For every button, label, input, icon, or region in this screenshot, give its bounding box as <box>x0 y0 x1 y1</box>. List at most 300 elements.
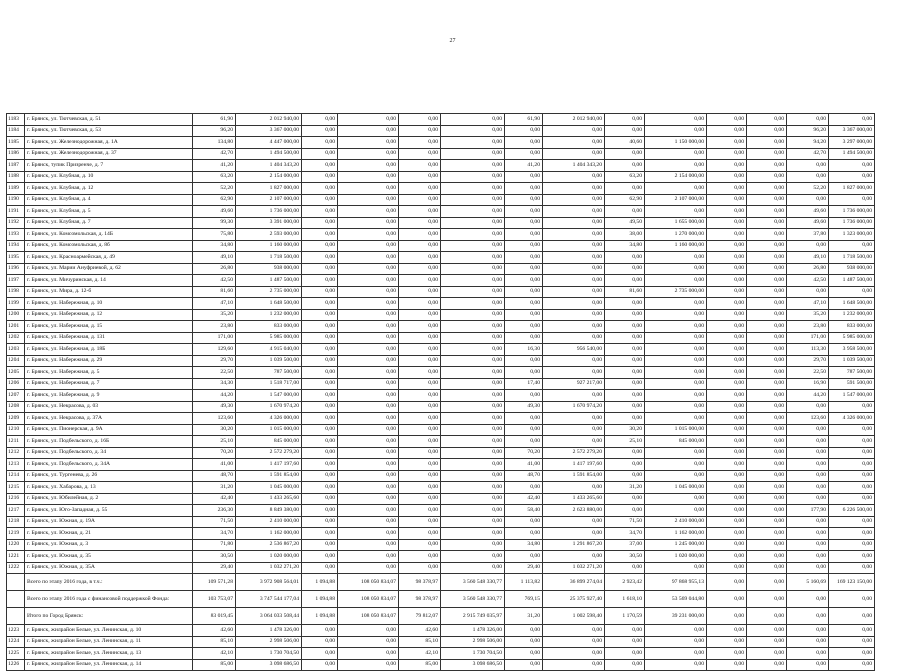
value-cell: 0,00 <box>787 636 829 648</box>
value-cell: 41,20 <box>505 160 543 172</box>
value-cell: 4 447 000,00 <box>236 137 302 149</box>
value-cell: 0,00 <box>505 321 543 333</box>
value-cell: 22,50 <box>193 367 236 379</box>
value-cell: 0,00 <box>747 551 787 563</box>
value-cell: 0,00 <box>605 309 645 321</box>
value-cell: 0,00 <box>707 493 747 505</box>
value-cell: 0,00 <box>338 424 399 436</box>
value-cell: 23,80 <box>193 321 236 333</box>
table-row <box>7 114 875 126</box>
value-cell: 37,80 <box>787 229 829 241</box>
value-cell: 0,00 <box>605 367 645 379</box>
value-cell: 1 015 000,00 <box>645 424 707 436</box>
address-cell: г. Брянск, ул. Хабарова, д. 13 <box>25 482 193 494</box>
value-cell: 0,00 <box>707 252 747 264</box>
value-cell: 0,00 <box>505 636 543 648</box>
value-cell: 0,00 <box>302 252 338 264</box>
value-cell: 1 591 854,00 <box>543 470 605 482</box>
value-cell: 42,50 <box>193 275 236 287</box>
value-cell: 0,00 <box>707 659 747 671</box>
value-cell: 103 753,07 <box>193 591 236 608</box>
value-cell: 0,00 <box>747 413 787 425</box>
row-number-cell: 1200 <box>7 309 25 321</box>
table-row <box>7 206 875 218</box>
value-cell: 0,00 <box>605 636 645 648</box>
value-cell: 0,00 <box>707 206 747 218</box>
value-cell: 0,00 <box>605 206 645 218</box>
value-cell: 0,00 <box>787 562 829 574</box>
value-cell: 2 572 279,20 <box>236 447 302 459</box>
value-cell: 0,00 <box>441 505 505 517</box>
row-number-cell: 1185 <box>7 137 25 149</box>
value-cell: 0,00 <box>707 171 747 183</box>
value-cell: 1 591 854,00 <box>236 470 302 482</box>
value-cell: 0,00 <box>605 505 645 517</box>
value-cell: 769,15 <box>505 591 543 608</box>
value-cell: 30,20 <box>605 424 645 436</box>
value-cell: 0,00 <box>707 562 747 574</box>
value-cell: 0,00 <box>505 229 543 241</box>
value-cell: 0,00 <box>787 459 829 471</box>
value-cell: 3 367 000,00 <box>829 125 875 137</box>
table-row <box>7 493 875 505</box>
value-cell: 0,00 <box>441 482 505 494</box>
row-number-cell: 1212 <box>7 447 25 459</box>
value-cell: 123,60 <box>787 413 829 425</box>
value-cell: 0,00 <box>605 562 645 574</box>
value-cell: 0,00 <box>645 252 707 264</box>
value-cell: 787 500,00 <box>236 367 302 379</box>
value-cell: 938 000,00 <box>236 263 302 275</box>
table-row <box>7 217 875 229</box>
value-cell: 29,70 <box>787 355 829 367</box>
value-cell: 37,00 <box>605 539 645 551</box>
value-cell: 0,00 <box>441 217 505 229</box>
value-cell: 0,00 <box>707 125 747 137</box>
value-cell: 0,00 <box>645 321 707 333</box>
value-cell: 2 572 279,20 <box>543 447 605 459</box>
value-cell: 6 226 500,00 <box>829 505 875 517</box>
value-cell: 0,00 <box>645 183 707 195</box>
value-cell: 0,00 <box>505 516 543 528</box>
value-cell: 0,00 <box>302 332 338 344</box>
address-cell: г. Брянск, ул. Подбельского, д. 34А <box>25 459 193 471</box>
value-cell: 0,00 <box>645 160 707 172</box>
value-cell: 0,00 <box>707 390 747 402</box>
value-cell: 0,00 <box>441 229 505 241</box>
value-cell: 0,00 <box>747 355 787 367</box>
value-cell: 0,00 <box>505 263 543 275</box>
value-cell: 53 569 044,80 <box>645 591 707 608</box>
table-row <box>7 505 875 517</box>
table-row <box>7 263 875 275</box>
value-cell: 0,00 <box>338 321 399 333</box>
value-cell: 0,00 <box>338 436 399 448</box>
address-cell: г. Брянск, ул. Южная, д. 19А <box>25 516 193 528</box>
value-cell: 0,00 <box>645 493 707 505</box>
value-cell: 0,00 <box>338 470 399 482</box>
value-cell: 0,00 <box>338 413 399 425</box>
address-cell: г. Брянск, ул. Набережная, д. 5 <box>25 367 193 379</box>
value-cell: 49,60 <box>787 217 829 229</box>
value-cell: 0,00 <box>338 482 399 494</box>
value-cell: 0,00 <box>399 459 441 471</box>
value-cell: 85,10 <box>193 636 236 648</box>
value-cell: 1 039 500,00 <box>829 355 875 367</box>
value-cell: 0,00 <box>747 286 787 298</box>
value-cell: 0,00 <box>505 217 543 229</box>
value-cell: 0,00 <box>441 194 505 206</box>
value-cell: 62,90 <box>605 194 645 206</box>
value-cell: 0,00 <box>747 591 787 608</box>
value-cell: 0,00 <box>707 436 747 448</box>
value-cell: 47,10 <box>787 298 829 310</box>
value-cell: 0,00 <box>829 436 875 448</box>
address-cell: г. Брянск, ул. Южная, д. 35А <box>25 562 193 574</box>
value-cell: 0,00 <box>747 309 787 321</box>
value-cell: 0,00 <box>302 516 338 528</box>
value-cell: 2 107 000,00 <box>645 194 707 206</box>
table-row <box>7 648 875 660</box>
value-cell: 0,00 <box>605 378 645 390</box>
row-number-cell: 1193 <box>7 229 25 241</box>
value-cell: 49,30 <box>193 401 236 413</box>
value-cell: 0,00 <box>645 378 707 390</box>
row-number-cell: 1220 <box>7 539 25 551</box>
value-cell: 0,00 <box>605 659 645 671</box>
value-cell: 177,90 <box>787 505 829 517</box>
address-cell: г. Брянск, жилрайон Белые, ул. Ленинская, д. 11 <box>25 636 193 648</box>
address-cell: Итого по Город Брянск: <box>25 608 193 625</box>
value-cell: 0,00 <box>829 401 875 413</box>
value-cell: 956 540,00 <box>543 344 605 356</box>
row-number-cell: 1205 <box>7 367 25 379</box>
value-cell: 17,40 <box>505 378 543 390</box>
value-cell: 1 032 271,20 <box>236 562 302 574</box>
value-cell: 3 297 000,00 <box>829 137 875 149</box>
row-number-cell: 1197 <box>7 275 25 287</box>
row-number-cell: 1203 <box>7 344 25 356</box>
table-row <box>7 436 875 448</box>
value-cell: 0,00 <box>543 636 605 648</box>
value-cell: 0,00 <box>707 367 747 379</box>
value-cell: 0,00 <box>707 160 747 172</box>
value-cell: 1 648 500,00 <box>829 298 875 310</box>
address-cell: г. Брянск, ул. Некрасова, д. 37А <box>25 413 193 425</box>
value-cell: 31,20 <box>505 608 543 625</box>
value-cell: 1 323 000,00 <box>829 229 875 241</box>
row-number-cell: 1222 <box>7 562 25 574</box>
value-cell: 0,00 <box>302 447 338 459</box>
value-cell: 0,00 <box>787 659 829 671</box>
address-cell: г. Брянск, ул. Марии Ануфриевой, д. 62 <box>25 263 193 275</box>
value-cell: 0,00 <box>399 275 441 287</box>
value-cell: 0,00 <box>787 286 829 298</box>
value-cell: 0,00 <box>787 625 829 637</box>
value-cell: 0,00 <box>302 309 338 321</box>
row-number-cell: 1213 <box>7 459 25 471</box>
value-cell: 0,00 <box>605 459 645 471</box>
value-cell: 0,00 <box>747 125 787 137</box>
value-cell: 85,10 <box>399 636 441 648</box>
value-cell: 0,00 <box>441 206 505 218</box>
value-cell: 0,00 <box>707 114 747 126</box>
table-row <box>7 447 875 459</box>
value-cell: 0,00 <box>302 424 338 436</box>
value-cell: 0,00 <box>747 659 787 671</box>
value-cell: 0,00 <box>441 424 505 436</box>
value-cell: 0,00 <box>302 482 338 494</box>
value-cell: 0,00 <box>787 171 829 183</box>
value-cell: 85,00 <box>399 659 441 671</box>
value-cell: 0,00 <box>707 539 747 551</box>
value-cell: 171,00 <box>193 332 236 344</box>
value-cell: 0,00 <box>747 160 787 172</box>
value-cell: 85,00 <box>193 659 236 671</box>
value-cell: 0,00 <box>399 114 441 126</box>
table-row <box>7 390 875 402</box>
value-cell: 0,00 <box>399 298 441 310</box>
value-cell: 0,00 <box>787 528 829 540</box>
value-cell: 0,00 <box>645 505 707 517</box>
value-cell: 0,00 <box>441 401 505 413</box>
row-number-cell: 1207 <box>7 390 25 402</box>
value-cell: 1 039 500,00 <box>236 355 302 367</box>
value-cell: 0,00 <box>338 125 399 137</box>
value-cell: 0,00 <box>399 482 441 494</box>
row-number-cell: 1219 <box>7 528 25 540</box>
value-cell: 0,00 <box>505 183 543 195</box>
row-number-cell: 1226 <box>7 659 25 671</box>
value-cell: 0,00 <box>747 194 787 206</box>
value-cell: 0,00 <box>707 636 747 648</box>
value-cell: 0,00 <box>505 648 543 660</box>
value-cell: 0,00 <box>707 528 747 540</box>
value-cell: 0,00 <box>399 263 441 275</box>
value-cell: 787 500,00 <box>829 367 875 379</box>
table-row <box>7 413 875 425</box>
value-cell: 0,00 <box>707 591 747 608</box>
value-cell: 0,00 <box>543 309 605 321</box>
value-cell: 5 160,69 <box>787 574 829 591</box>
value-cell: 2 593 000,00 <box>236 229 302 241</box>
value-cell: 0,00 <box>399 160 441 172</box>
value-cell: 36 899 274,04 <box>543 574 605 591</box>
row-number-cell: 1202 <box>7 332 25 344</box>
value-cell: 0,00 <box>302 401 338 413</box>
address-cell: г. Брянск, ул. Набережная, д. 18Б <box>25 344 193 356</box>
value-cell: 29,40 <box>193 562 236 574</box>
value-cell: 0,00 <box>707 459 747 471</box>
value-cell: 0,00 <box>399 539 441 551</box>
value-cell: 0,00 <box>543 229 605 241</box>
value-cell: 0,00 <box>338 275 399 287</box>
value-cell: 1 670 974,20 <box>236 401 302 413</box>
value-cell: 0,00 <box>399 344 441 356</box>
value-cell: 0,00 <box>829 528 875 540</box>
row-number-cell: 1215 <box>7 482 25 494</box>
value-cell: 833 000,00 <box>829 321 875 333</box>
value-cell: 2 735 000,00 <box>645 286 707 298</box>
value-cell: 42,10 <box>399 648 441 660</box>
value-cell: 0,00 <box>605 321 645 333</box>
value-cell: 0,00 <box>787 482 829 494</box>
value-cell: 0,00 <box>747 436 787 448</box>
value-cell: 1 232 000,00 <box>829 309 875 321</box>
row-number-cell: 1211 <box>7 436 25 448</box>
table-row <box>7 625 875 637</box>
value-cell: 0,00 <box>302 344 338 356</box>
address-cell: г. Брянск, ул. Набережная, д. 131 <box>25 332 193 344</box>
value-cell: 0,00 <box>338 194 399 206</box>
table-row <box>7 229 875 241</box>
value-cell: 1 270 000,00 <box>645 229 707 241</box>
value-cell: 0,00 <box>645 275 707 287</box>
value-cell: 0,00 <box>787 240 829 252</box>
value-cell: 0,00 <box>441 493 505 505</box>
value-cell: 1 478 326,00 <box>236 625 302 637</box>
value-cell: 0,00 <box>302 229 338 241</box>
value-cell: 0,00 <box>543 528 605 540</box>
value-cell: 1 417 197,60 <box>236 459 302 471</box>
value-cell: 0,00 <box>399 413 441 425</box>
value-cell: 42,50 <box>787 275 829 287</box>
value-cell: 3 747 544 177,04 <box>236 591 302 608</box>
value-cell: 0,00 <box>302 551 338 563</box>
value-cell: 0,00 <box>505 252 543 264</box>
value-cell: 0,00 <box>505 298 543 310</box>
value-cell: 0,00 <box>302 263 338 275</box>
value-cell: 2 735 000,00 <box>236 286 302 298</box>
table-row <box>7 528 875 540</box>
value-cell: 0,00 <box>441 367 505 379</box>
table-row <box>7 125 875 137</box>
row-number-cell: 1225 <box>7 648 25 660</box>
address-cell: г. Брянск, ул. Набережная, д. 29 <box>25 355 193 367</box>
value-cell: 25 375 927,40 <box>543 591 605 608</box>
value-cell: 0,00 <box>399 390 441 402</box>
value-cell: 0,00 <box>399 424 441 436</box>
address-cell: г. Брянск, ул. Тургенева, д. 26 <box>25 470 193 482</box>
value-cell: 0,00 <box>787 436 829 448</box>
value-cell: 1 002 598,40 <box>543 608 605 625</box>
value-cell: 0,00 <box>338 367 399 379</box>
value-cell: 3 098 686,50 <box>236 659 302 671</box>
value-cell: 0,00 <box>302 528 338 540</box>
value-cell: 0,00 <box>441 459 505 471</box>
value-cell: 0,00 <box>505 355 543 367</box>
value-cell: 0,00 <box>399 240 441 252</box>
value-cell: 0,00 <box>399 528 441 540</box>
value-cell: 0,00 <box>605 401 645 413</box>
value-cell: 79 812,07 <box>399 608 441 625</box>
value-cell: 25,10 <box>605 436 645 448</box>
value-cell: 0,00 <box>543 240 605 252</box>
value-cell: 0,00 <box>441 125 505 137</box>
table-row <box>7 378 875 390</box>
value-cell: 0,00 <box>829 608 875 625</box>
value-cell: 49,60 <box>787 206 829 218</box>
value-cell: 1 736 000,00 <box>829 206 875 218</box>
value-cell: 0,00 <box>338 229 399 241</box>
value-cell: 34,80 <box>193 240 236 252</box>
value-cell: 0,00 <box>543 390 605 402</box>
value-cell: 0,00 <box>747 539 787 551</box>
value-cell: 0,00 <box>787 516 829 528</box>
value-cell: 0,00 <box>747 493 787 505</box>
value-cell: 1 547 000,00 <box>829 390 875 402</box>
value-cell: 0,00 <box>338 659 399 671</box>
value-cell: 0,00 <box>543 355 605 367</box>
value-cell: 0,00 <box>338 217 399 229</box>
value-cell: 0,00 <box>338 636 399 648</box>
row-number-cell: 1198 <box>7 286 25 298</box>
value-cell: 0,00 <box>645 125 707 137</box>
value-cell: 0,00 <box>302 539 338 551</box>
value-cell: 49,10 <box>193 252 236 264</box>
value-cell: 0,00 <box>787 648 829 660</box>
address-cell: г. Брянск, ул. Тютчевская, д. 51 <box>25 114 193 126</box>
value-cell: 0,00 <box>543 252 605 264</box>
value-cell: 1 170,59 <box>605 608 645 625</box>
value-cell: 0,00 <box>399 367 441 379</box>
value-cell: 52,20 <box>787 183 829 195</box>
value-cell: 0,00 <box>747 401 787 413</box>
value-cell: 94,20 <box>787 137 829 149</box>
value-cell: 0,00 <box>787 470 829 482</box>
value-cell: 0,00 <box>747 275 787 287</box>
value-cell: 0,00 <box>505 194 543 206</box>
value-cell: 0,00 <box>707 332 747 344</box>
value-cell: 123,60 <box>193 413 236 425</box>
value-cell: 0,00 <box>338 309 399 321</box>
value-cell: 0,00 <box>707 574 747 591</box>
value-cell: 29,70 <box>193 355 236 367</box>
value-cell: 0,00 <box>399 229 441 241</box>
value-cell: 0,00 <box>829 493 875 505</box>
value-cell: 0,00 <box>543 648 605 660</box>
value-cell: 35,20 <box>193 309 236 321</box>
address-cell: г. Брянск, ул. Железнодорожная, д. 37 <box>25 148 193 160</box>
table-row <box>7 148 875 160</box>
value-cell: 1 094,88 <box>302 591 338 608</box>
value-cell: 0,00 <box>645 344 707 356</box>
table-row <box>7 516 875 528</box>
value-cell: 0,00 <box>707 229 747 241</box>
value-cell: 0,00 <box>302 275 338 287</box>
value-cell: 41,00 <box>505 459 543 471</box>
value-cell: 0,00 <box>605 625 645 637</box>
value-cell: 0,00 <box>707 447 747 459</box>
value-cell: 30,50 <box>605 551 645 563</box>
value-cell: 0,00 <box>338 528 399 540</box>
value-cell: 0,00 <box>399 378 441 390</box>
value-cell: 1 160 000,00 <box>645 240 707 252</box>
value-cell: 52,20 <box>193 183 236 195</box>
table-row <box>7 482 875 494</box>
value-cell: 0,00 <box>441 183 505 195</box>
address-cell: г. Брянск, ул. Клубная, д. 7 <box>25 217 193 229</box>
value-cell: 3 391 000,00 <box>236 217 302 229</box>
value-cell: 0,00 <box>441 114 505 126</box>
value-cell: 0,00 <box>441 378 505 390</box>
value-cell: 0,00 <box>707 424 747 436</box>
value-cell: 171,00 <box>787 332 829 344</box>
value-cell: 0,00 <box>543 413 605 425</box>
value-cell: 0,00 <box>441 528 505 540</box>
value-cell: 0,00 <box>399 562 441 574</box>
address-cell: г. Брянск, ул. Мира, д. 12-б <box>25 286 193 298</box>
